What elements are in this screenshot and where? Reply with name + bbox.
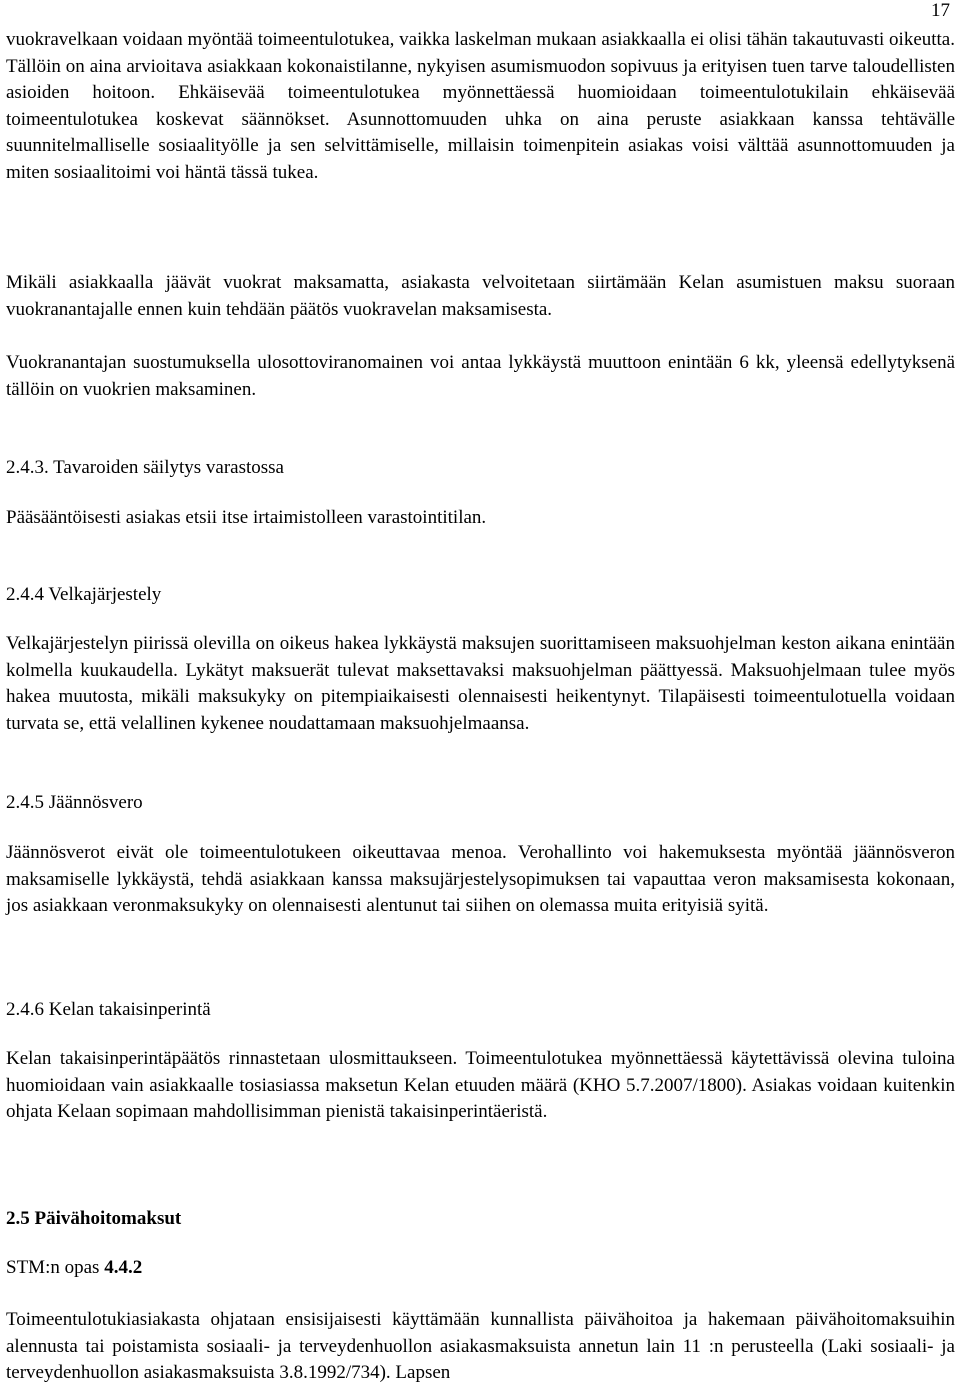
heading-storage: 2.4.3. Tavaroiden säilytys varastossa	[6, 457, 284, 478]
paragraph-residual-tax: Jäännösverot eivät ole toimeentulotukeen oikeuttavaa menoa. Verohallinto voi hakemuksesta myöntää jäännösveron maksamiselle lykkäystä, tehdä asiakkaan kanssa maksujärjestelysopimuksen tai vapauttaa veron maksamisesta kokonaan, jos asiakkaan veronmaksukyky on olennaisesti alentunut tai siihen on olemassa muita erityisiä syitä.	[6, 842, 955, 916]
heading-debt-restructuring: 2.4.4 Velkajärjestely	[6, 584, 162, 605]
stm-guide-section: 4.4.2	[104, 1257, 143, 1278]
paragraph-daycare: Toimeentulotukiasiakasta ohjataan ensisijaisesti käyttämään kunnallista päivähoitoa ja hakemaan päivähoitomaksuihin alennusta tai poistamista sosiaali- ja terveydenhuollon asiakasmaksuista annetun lain 11 :n perusteella (Laki sosiaali- ja terveydenhuollon asiakasmaksuista 3.8.1992/734). Lapsen	[6, 1309, 955, 1383]
page-number: 17	[931, 0, 950, 21]
heading-daycare-fees: 2.5 Päivähoitomaksut	[6, 1208, 182, 1229]
paragraph-storage: Pääsääntöisesti asiakas etsii itse irtaimistolleen varastointitilan.	[6, 507, 487, 528]
paragraph-kela-housing-allowance: Mikäli asiakkaalla jäävät vuokrat maksamatta, asiakasta velvoitetaan siirtämään Kelan asumistuen maksu suoraan vuokranantajalle ennen kuin tehdään päätös vuokravelan maksamisesta.	[6, 272, 955, 320]
heading-residual-tax: 2.4.5 Jäännösvero	[6, 792, 143, 813]
stm-guide-reference	[6, 1255, 142, 1281]
paragraph-rent-debt: vuokravelkaan voidaan myöntää toimeentulotukea, vaikka laskelman mukaan asiakkaalla ei olisi tähän takautuvasti oikeutta. Tällöin on aina arvioitava asiakkaan kokonaistilanne, nykyisen asumismuodon sopivuus ja erityisen tuen tarve taloudellisten asioiden hoitoon. Ehkäisevää toimeentulotukea myönnettäessä huomioidaan toimeentulotukilain ehkäisevää toimeentulotukea koskevat säännökset. Asunnottomuuden uhka on aina peruste asiakkaan kanssa tehtävälle suunnitelmalliselle sosiaalityölle ja sen selvittämiselle, millaisin toimenpitein asiakas voisi välttää asunnottomuuden ja miten sosiaalitoimi voi häntä tässä tukea.	[6, 29, 955, 183]
paragraph-debt-restructuring: Velkajärjestelyn piirissä olevilla on oikeus hakea lykkäystä maksujen suorittamiseen maksuohjelman keston aikana enintään kolmella kuukaudella. Lykätyt maksuerät tulevat maksettavaksi maksuohjelman päättyessä. Maksuohjelmaan tulee myös hakea muutosta, mikäli maksukyky on pitempiaikaisesti olennaisesti heikentynyt. Tilapäisesti toimeentulotuella voidaan turvata se, että velallinen kykenee noudattamaan maksuohjelmaansa.	[6, 633, 955, 734]
paragraph-eviction-postponement: Vuokranantajan suostumuksella ulosottoviranomainen voi antaa lykkäystä muuttoon enintään 6 kk, yleensä edellytyksenä tällöin on vuokrien maksaminen.	[6, 352, 955, 400]
stm-guide-prefix: STM:n opas	[6, 1257, 105, 1278]
paragraph-kela-recovery: Kelan takaisinperintäpäätös rinnastetaan ulosmittaukseen. Toimeentulotukea myönnettäessä käytettävissä olevina tuloina huomioidaan vain asiakkaalle tosiasiassa maksetun Kelan etuuden määrä (KHO 5.7.2007/1800). Asiakas voidaan kuitenkin ohjata Kelaan sopimaan mahdollisimman pienistä takaisinperintäeristä.	[6, 1048, 955, 1122]
heading-kela-recovery: 2.4.6 Kelan takaisinperintä	[6, 999, 211, 1020]
